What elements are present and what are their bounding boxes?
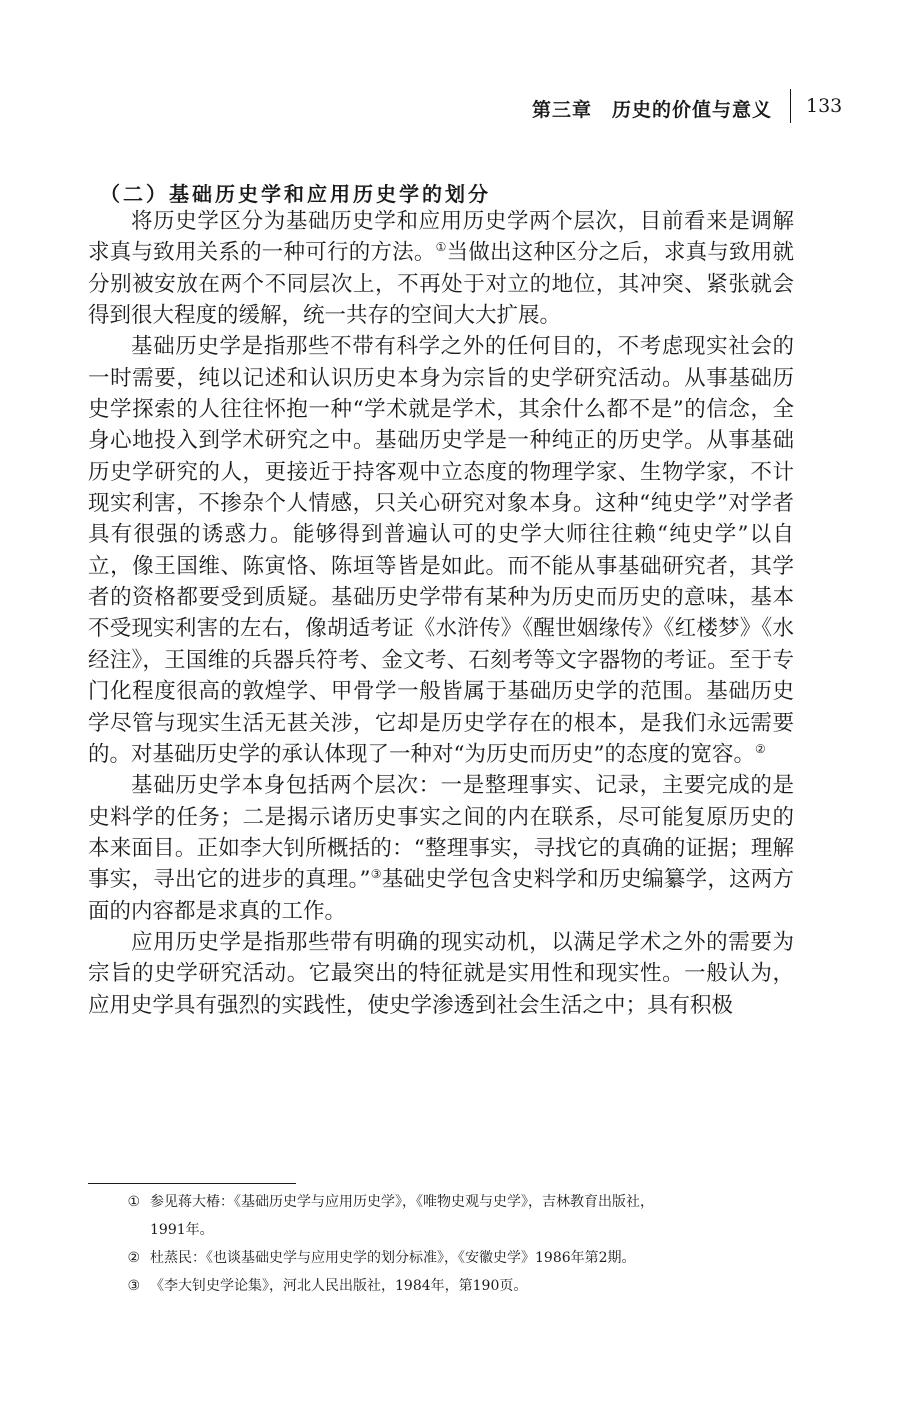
paragraph-3-text-b: 基础史学包含史料学和历史编纂学，这两方面的内容都是求真的工作。 [88, 867, 794, 924]
footnote-ref-3[interactable]: ③ [370, 867, 382, 882]
paragraph-1-text-b: 当做出这种区分之后，求真与致用就分别被安放在两个不同层次上，不再处于对立的地位，其冲突、紧张就会得到很大程度的缓解，统一共存的空间大大扩展。 [88, 240, 794, 329]
footnote-text: 杜蒸民：《也谈基础史学与应用史学的划分标准》，《安徽史学》1986年第2期。 [150, 1250, 636, 1266]
footnote-mark: ③ [127, 1278, 140, 1294]
footnote-1 [88, 1188, 794, 1244]
paragraph-3-text-a: 基础历史学本身包括两个层次：一是整理事实、记录，主要完成的是史料学的任务；二是揭示诸历史事实之间的内在联系，尽可能复原历史的本来面目。正如李大钊所概括的：“整理事实，寻找它的真确的证据；理解事实，寻出它的进步的真理。” [88, 773, 794, 893]
paragraph-4 [88, 927, 794, 1021]
footnote-mark: ② [127, 1250, 140, 1266]
body-text [88, 206, 794, 1021]
footnotes [88, 1188, 794, 1300]
footnote-ref-2[interactable]: ② [755, 741, 766, 756]
paragraph-4-text: 应用历史学是指那些带有明确的现实动机，以满足学术之外的需要为宗旨的史学研究活动。它最突出的特征就是实用性和现实性。一般认为，应用史学具有强烈的实践性，使史学渗透到社会生活之中；具有积极 [88, 929, 794, 1018]
footnote-text: 《李大钊史学论集》，河北人民出版社，1984年，第190页。 [150, 1278, 528, 1294]
paragraph-2 [88, 331, 794, 770]
footnote-divider [88, 1183, 296, 1184]
footnote-text-continuation: 1991年。 [150, 1222, 214, 1238]
paragraph-2-text: 基础历史学是指那些不带有科学之外的任何目的，不考虑现实社会的一时需要，纯以记述和认识历史本身为宗旨的史学研究活动。从事基础历史学探索的人往往怀抱一种“学术就是学术，其余什么都不是”的信念，全身心地投入到学术研究之中。基础历史学是一种纯正的历史学。从事基础历史学研究的人，更接近于持客观中立态度的物理学家、生物学家，不计现实利害，不掺杂个人情感，只关心研究对象本身。这种“纯史学”对学者具有很强的诱惑力。能够得到普遍认可的史学大师往往赖“纯史学”以自立，像王国维、陈寅恪、陈垣等皆是如此。而不能从事基础研究者，其学者的资格都要受到质疑。基础历史学带有某种为历史而历史的意味，基本不受现实利害的左右，像胡适考证《水浒传》《醒世姻缘传》《红楼梦》《水经注》，王国维的兵器兵符考、金文考、石刻考等文字器物的考证。至于专门化程度很高的敦煌学、甲骨学一般皆属于基础历史学的范围。基础历史学尽管与现实生活无甚关涉，它却是历史学存在的根本，是我们永远需要的。对基础历史学的承认体现了一种对“为历史而历史”的态度的宽容。 [88, 334, 794, 767]
chapter-title: 第三章 历史的价值与意义 [531, 99, 772, 121]
footnote-text-line: 参见蒋大椿：《基础历史学与应用历史学》，《唯物史观与史学》，吉林教育出版社， [150, 1194, 654, 1210]
running-header [0, 95, 900, 125]
footnote-text [150, 1188, 794, 1244]
paragraph-3 [88, 770, 794, 927]
footnote-ref-1[interactable]: ① [435, 240, 447, 255]
footnote-2 [88, 1244, 794, 1272]
paragraph-1-text-a: 将历史学区分为基础历史学和应用历史学两个层次，目前看来是调解求真与致用关系的一种可行的方法。 [88, 209, 794, 266]
page-number: 133 [806, 95, 843, 117]
footnote-3 [88, 1272, 794, 1300]
paragraph-1 [88, 206, 794, 331]
header-divider [790, 89, 791, 123]
footnote-mark: ① [127, 1194, 140, 1210]
section-heading: （二）基础历史学和应用历史学的划分 [100, 182, 491, 206]
